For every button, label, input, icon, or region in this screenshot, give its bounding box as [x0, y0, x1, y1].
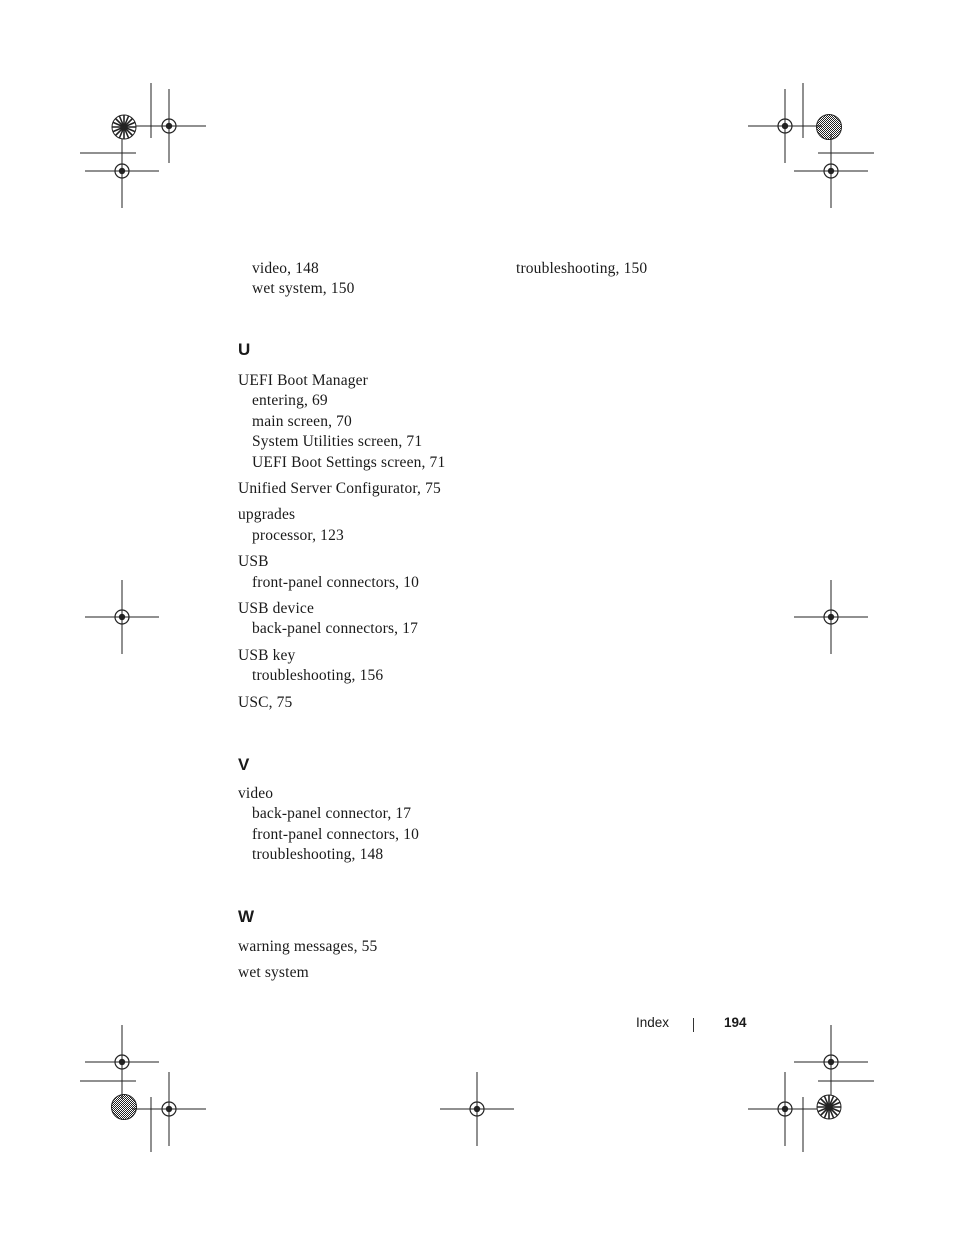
index-subentry: back-panel connector, 17: [252, 805, 412, 823]
index-term: USB: [238, 553, 269, 571]
section-u-entries: [238, 371, 445, 713]
index-term: video: [238, 785, 274, 802]
continued-left-column: [238, 259, 355, 300]
index-term: Unified Server Configurator, 75: [238, 480, 441, 498]
section-w-entries: [238, 937, 377, 984]
footer-section-label: Index: [636, 1015, 670, 1030]
index-term: USC, 75: [238, 693, 293, 711]
index-term: USB device: [238, 600, 314, 618]
index-subentry: entering, 69: [252, 392, 328, 410]
index-subentry: video, 148: [252, 260, 319, 277]
index-subentry: troubleshooting, 150: [516, 260, 648, 277]
section-letter-u: U: [238, 340, 251, 359]
index-subentry: troubleshooting, 156: [252, 667, 384, 685]
index-subentry: main screen, 70: [252, 412, 352, 430]
index-term: wet system: [238, 964, 309, 982]
index-subentry: front-panel connectors, 10: [252, 825, 420, 843]
section-v-entries: [238, 784, 419, 866]
continued-right-column: [502, 259, 647, 279]
footer-divider: [693, 1018, 694, 1032]
section-letter-w: W: [238, 907, 255, 926]
index-subentry: troubleshooting, 148: [252, 846, 384, 864]
index-subentry: processor, 123: [252, 526, 344, 544]
index-subentry: wet system, 150: [252, 280, 355, 298]
index-subentry: front-panel connectors, 10: [252, 573, 420, 591]
index-term: UEFI Boot Manager: [238, 372, 368, 389]
index-subentry: UEFI Boot Settings screen, 71: [252, 453, 446, 471]
index-subentry: back-panel connectors, 17: [252, 620, 419, 638]
index-term: USB key: [238, 646, 296, 664]
index-subentry: System Utilities screen, 71: [252, 433, 423, 451]
index-term: warning messages, 55: [238, 938, 378, 955]
index-term: upgrades: [238, 506, 296, 524]
section-letter-v: V: [238, 755, 250, 774]
page-number: 194: [724, 1015, 747, 1030]
